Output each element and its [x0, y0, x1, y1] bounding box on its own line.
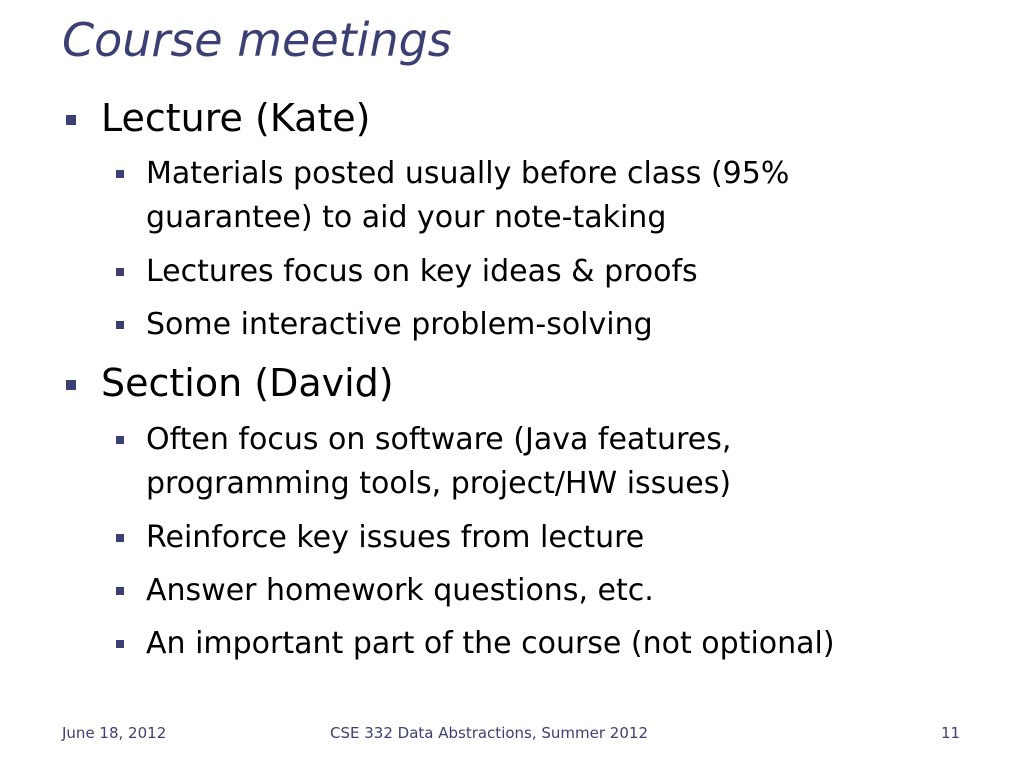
bullet-label: Lecture (Kate) — [101, 96, 371, 140]
square-bullet-icon — [116, 436, 124, 444]
footer-course-name: CSE 332 Data Abstractions, Summer 2012 — [330, 724, 648, 742]
sub-bullet-line: programming tools, project/HW issues) — [146, 466, 732, 501]
square-bullet-icon — [66, 115, 76, 125]
sub-bullet-line: Often focus on software (Java features, — [146, 422, 732, 457]
sub-bullet-line: An important part of the course (not optional) — [146, 626, 835, 661]
square-bullet-icon — [116, 640, 124, 648]
footer-page-number: 11 — [941, 724, 961, 742]
sub-bullet-line: Some interactive problem-solving — [146, 307, 653, 342]
sub-bullet-line: Reinforce key issues from lecture — [146, 520, 645, 555]
square-bullet-icon — [116, 534, 124, 542]
square-bullet-icon — [116, 170, 124, 178]
square-bullet-icon — [116, 321, 124, 329]
sub-bullet-line: Answer homework questions, etc. — [146, 573, 654, 608]
square-bullet-icon — [66, 380, 76, 390]
square-bullet-icon — [116, 268, 124, 276]
footer-date: June 18, 2012 — [62, 724, 167, 742]
sub-bullet-line: Lectures focus on key ideas & proofs — [146, 254, 698, 289]
slide-title: Course meetings — [62, 13, 452, 67]
bullet-label: Section (David) — [101, 361, 394, 405]
square-bullet-icon — [116, 587, 124, 595]
sub-bullet-line: Materials posted usually before class (95% — [146, 156, 790, 191]
sub-bullet-line: guarantee) to aid your note-taking — [146, 200, 667, 235]
